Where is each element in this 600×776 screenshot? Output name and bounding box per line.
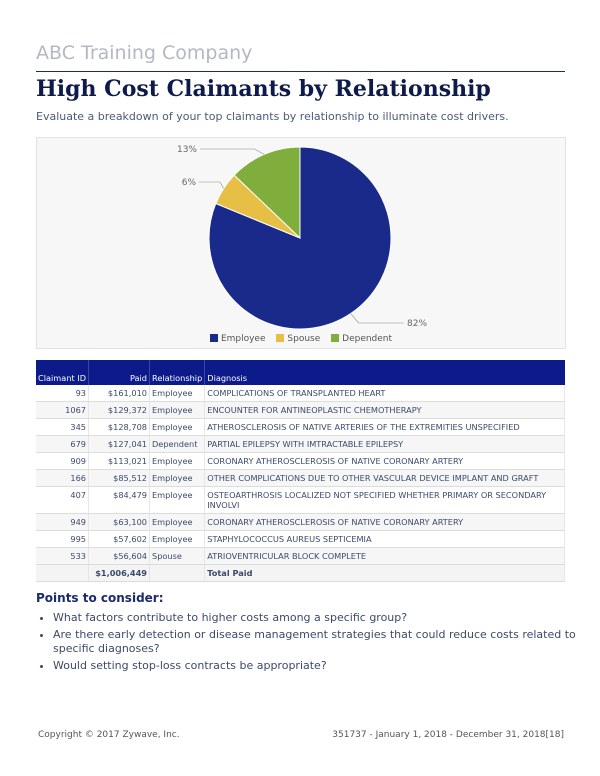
cell-relationship: Employee (150, 419, 205, 436)
header-diagnosis: Diagnosis (205, 360, 565, 385)
cell-paid: $57,602 (89, 531, 150, 548)
cell-id: 909 (36, 453, 89, 470)
table-row (36, 470, 565, 487)
total-paid-label: Total Paid (205, 565, 565, 582)
header-claimant-id: Claimant ID (36, 360, 89, 385)
point-item: • Would setting stop-loss contracts be appropriate? (53, 659, 583, 673)
cell-relationship: Dependent (150, 436, 205, 453)
cell-paid: $127,041 (89, 436, 150, 453)
cell-relationship: Employee (150, 470, 205, 487)
cell-relationship: Employee (150, 385, 205, 402)
cell-id: 93 (36, 385, 89, 402)
pie-leader-dependent (200, 149, 264, 154)
cell-id: 533 (36, 548, 89, 565)
table-header-row (36, 360, 565, 385)
cell-paid: $129,372 (89, 402, 150, 419)
table-row (36, 548, 565, 565)
claims-table (36, 360, 565, 582)
header-rule (36, 71, 565, 72)
cell-diagnosis: OTHER COMPLICATIONS DUE TO OTHER VASCULAR DEVICE IMPLANT AND GRAFT (205, 470, 565, 487)
pie-chart-svg (37, 138, 565, 348)
legend-swatch-spouse (276, 334, 284, 342)
table-row (36, 453, 565, 470)
legend-item-employee (210, 334, 266, 344)
footer-copyright: Copyright © 2017 Zywave, Inc. (38, 730, 180, 740)
page-title: High Cost Claimants by Relationship (36, 76, 491, 102)
cell-relationship: Employee (150, 487, 205, 514)
total-paid-value: $1,006,449 (89, 565, 150, 582)
table-total-row (36, 565, 565, 582)
cell-id: 949 (36, 514, 89, 531)
cell-diagnosis: STAPHYLOCOCCUS AUREUS SEPTICEMIA (205, 531, 565, 548)
cell-diagnosis: ENCOUNTER FOR ANTINEOPLASTIC CHEMOTHERAPY (205, 402, 565, 419)
cell-paid: $113,021 (89, 453, 150, 470)
cell-id: 166 (36, 470, 89, 487)
page-subtitle: Evaluate a breakdown of your top claimants by relationship to illuminate cost drivers. (36, 110, 509, 123)
cell-relationship: Employee (150, 514, 205, 531)
pie-label-employee: 82% (407, 319, 428, 329)
table-row (36, 531, 565, 548)
legend-item-dependent (331, 334, 392, 344)
table-row (36, 436, 565, 453)
total-cell-blank (150, 565, 205, 582)
cell-paid: $63,100 (89, 514, 150, 531)
table-row (36, 402, 565, 419)
cell-id: 679 (36, 436, 89, 453)
point-item: • What factors contribute to higher costs among a specific group? (53, 611, 583, 625)
table-row (36, 514, 565, 531)
point-item: • Are there early detection or disease management strategies that could reduce costs related to specific diagnoses? (53, 628, 583, 656)
points-title: Points to consider: (36, 591, 164, 605)
legend-item-spouse (276, 334, 320, 344)
cell-id: 995 (36, 531, 89, 548)
cell-diagnosis: ATHEROSCLEROSIS OF NATIVE ARTERIES OF THE EXTREMITIES UNSPECIFIED (205, 419, 565, 436)
table-row (36, 385, 565, 402)
table-row (36, 419, 565, 436)
cell-relationship: Spouse (150, 548, 205, 565)
chart-legend (37, 334, 565, 344)
pie-label-dependent: 13% (176, 145, 197, 155)
legend-label-spouse: Spouse (287, 334, 321, 344)
table-row (36, 487, 565, 514)
cell-id: 1067 (36, 402, 89, 419)
cell-relationship: Employee (150, 531, 205, 548)
pie-label-spouse: 6% (181, 178, 196, 188)
cell-paid: $84,479 (89, 487, 150, 514)
cell-id: 407 (36, 487, 89, 514)
total-cell-blank (36, 565, 89, 582)
cell-relationship: Employee (150, 402, 205, 419)
cell-paid: $128,708 (89, 419, 150, 436)
footer-report-info: 351737 - January 1, 2018 - December 31, 2018[18] (332, 730, 564, 740)
cell-paid: $85,512 (89, 470, 150, 487)
legend-swatch-employee (210, 334, 218, 342)
pie-leader-employee (351, 314, 404, 323)
legend-label-dependent: Dependent (342, 334, 393, 344)
pie-chart (36, 137, 566, 349)
cell-paid: $161,010 (89, 385, 150, 402)
legend-swatch-dependent (331, 334, 339, 342)
cell-diagnosis: PARTIAL EPILEPSY WITH IMTRACTABLE EPILEPSY (205, 436, 565, 453)
cell-diagnosis: COMPLICATIONS OF TRANSPLANTED HEART (205, 385, 565, 402)
pie-leader-spouse (199, 182, 224, 188)
cell-diagnosis: OSTEOARTHROSIS LOCALIZED NOT SPECIFIED WHETHER PRIMARY OR SECONDARY INVOLVI (205, 487, 565, 514)
legend-label-employee: Employee (220, 334, 266, 344)
points-list (36, 611, 583, 676)
cell-paid: $56,604 (89, 548, 150, 565)
cell-relationship: Employee (150, 453, 205, 470)
cell-diagnosis: CORONARY ATHEROSCLEROSIS OF NATIVE CORONARY ARTERY (205, 514, 565, 531)
cell-id: 345 (36, 419, 89, 436)
cell-diagnosis: ATRIOVENTRICULAR BLOCK COMPLETE (205, 548, 565, 565)
cell-diagnosis: CORONARY ATHEROSCLEROSIS OF NATIVE CORONARY ARTERY (205, 453, 565, 470)
header-relationship: Relationship (150, 360, 205, 385)
company-name: ABC Training Company (36, 42, 253, 64)
header-paid: Paid (89, 360, 150, 385)
